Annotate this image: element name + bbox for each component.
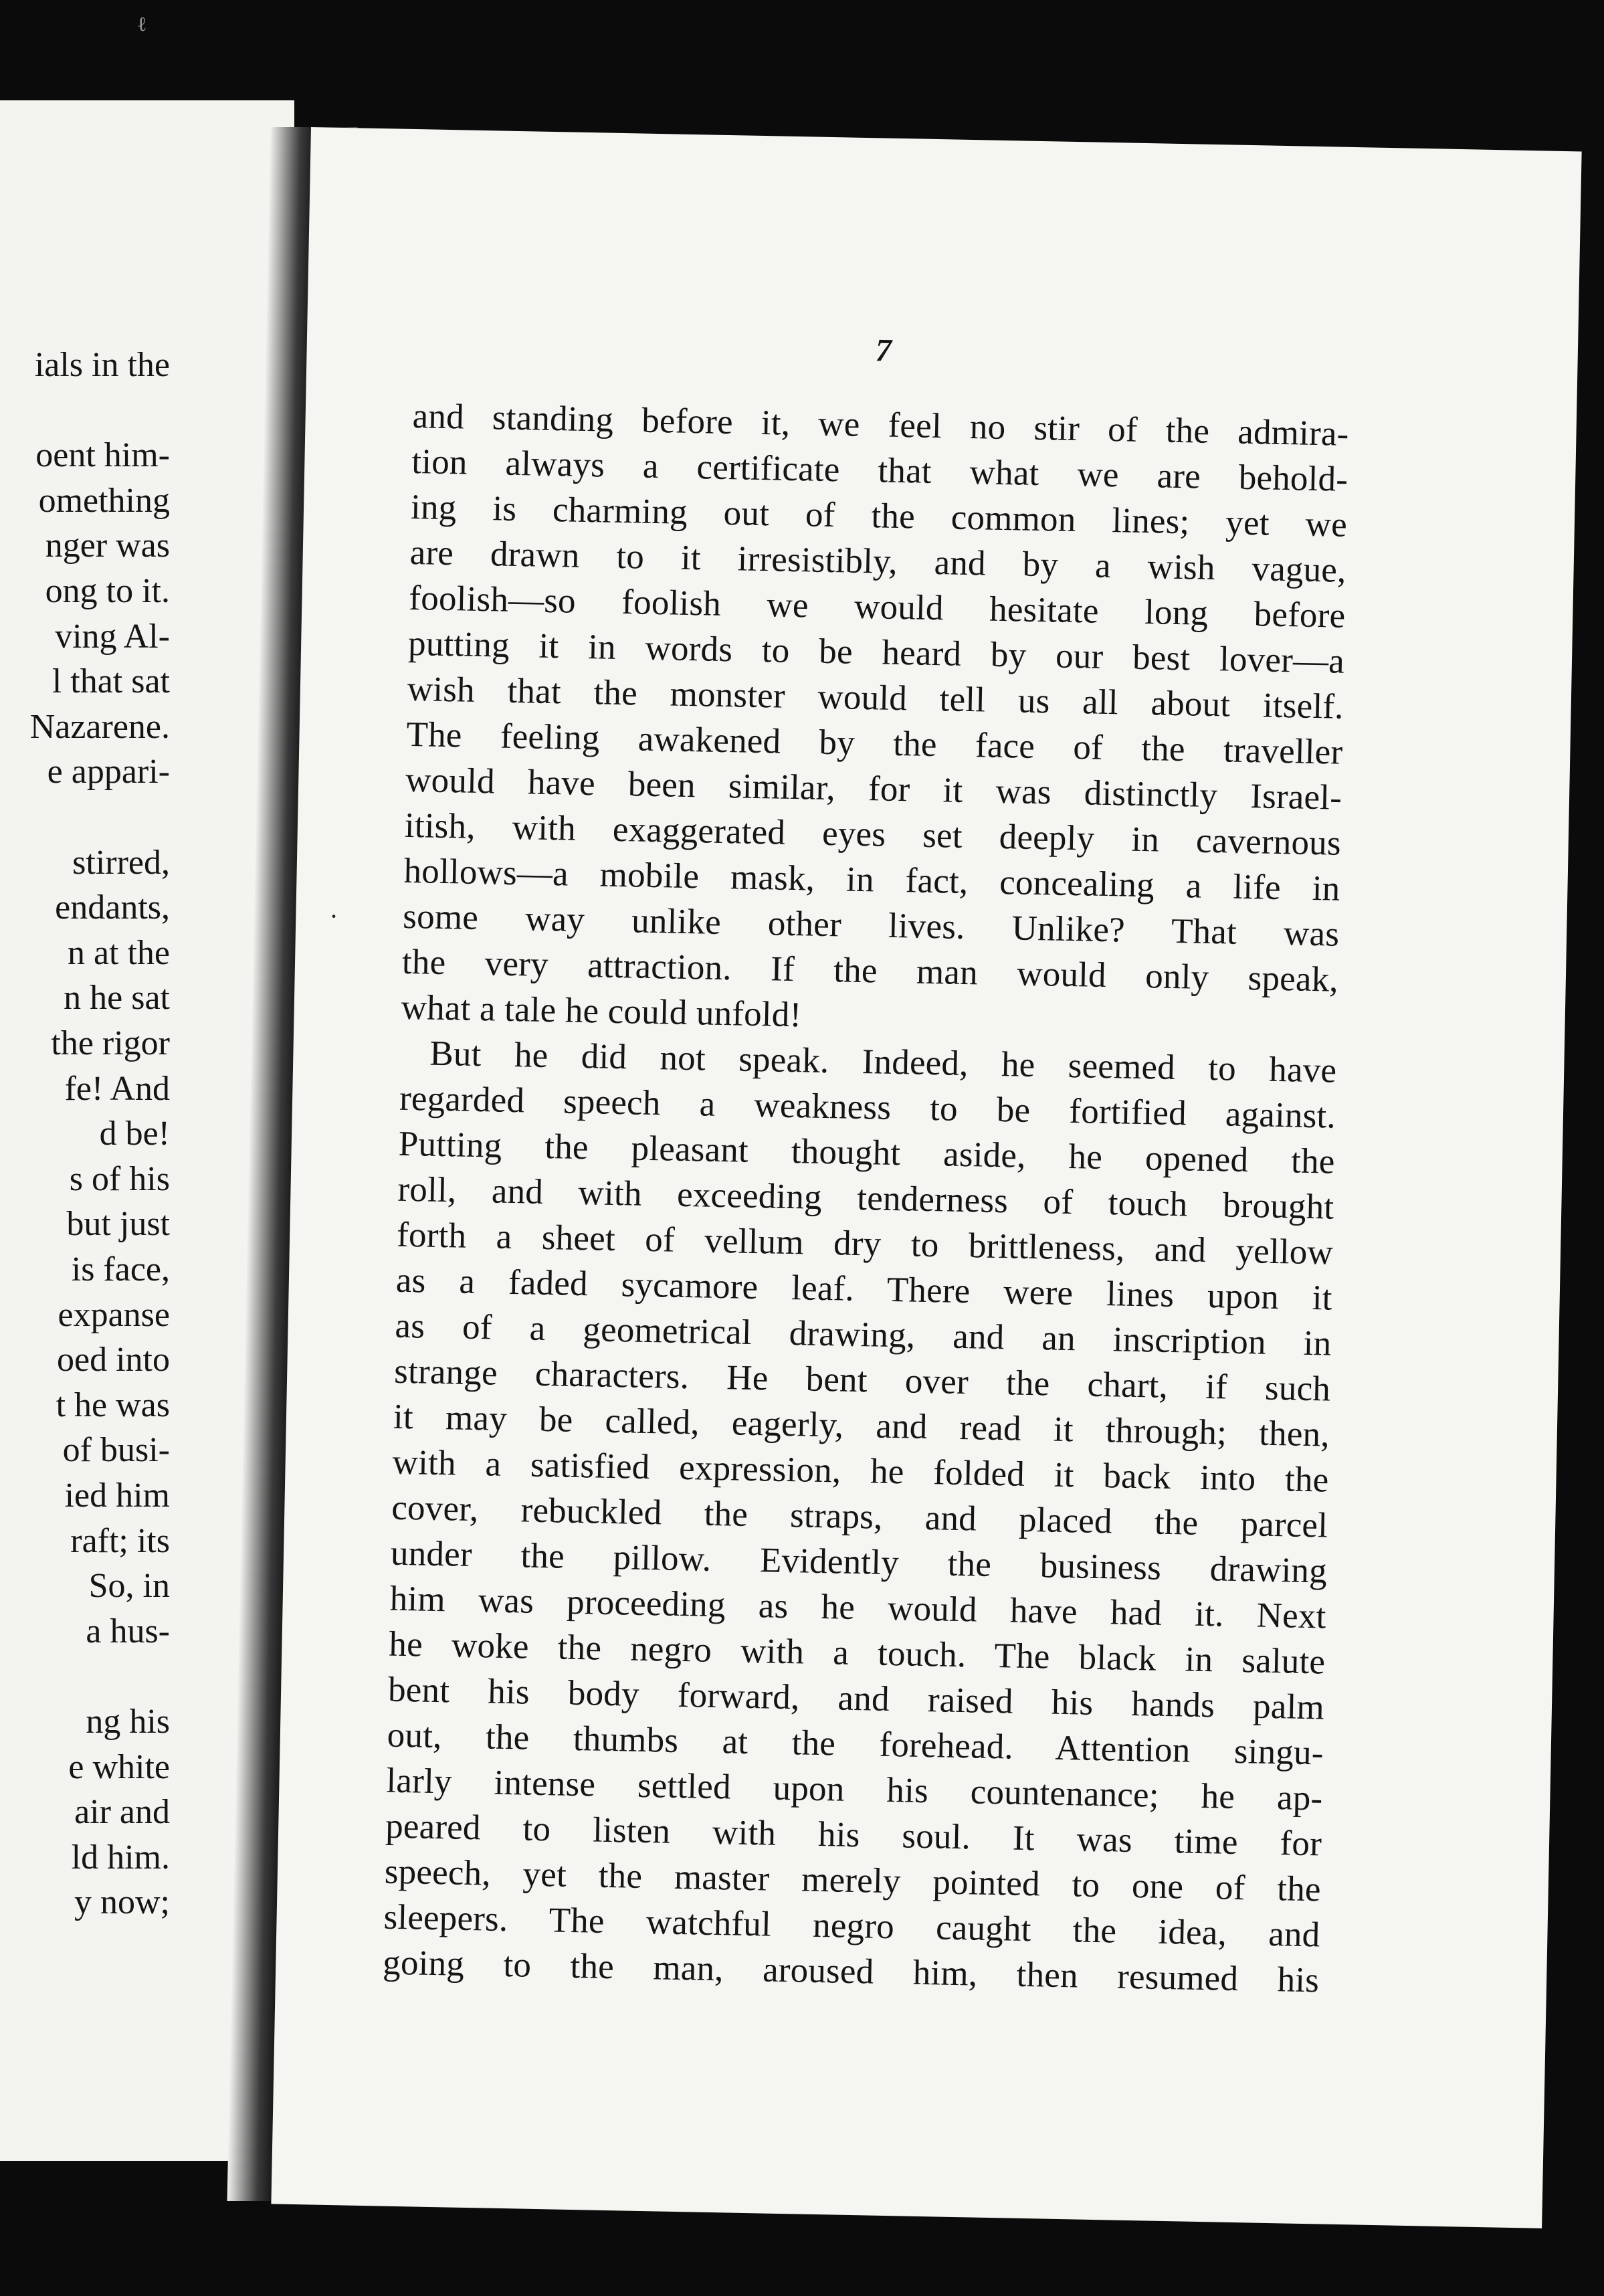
text-line: Putting the pleasant thought aside, he opened the [398, 1124, 1336, 1181]
text-line: itish, with exaggerated eyes set deeply in cavernous [404, 805, 1342, 863]
text-line: cover, rebuckled the straps, and placed the parcel [391, 1488, 1328, 1545]
left-page-line: l that sat [52, 662, 170, 701]
left-page-line: ong to it. [45, 572, 170, 610]
left-page-line: stirred, [72, 843, 170, 882]
text-line: under the pillow. Evidently the business drawing [390, 1533, 1328, 1591]
text-line: out, the thumbs at the forehead. Attention singu- [387, 1715, 1324, 1773]
left-page-line: of busi- [62, 1431, 170, 1470]
left-page-line: air and [74, 1793, 170, 1832]
left-page-line: s of his [69, 1159, 170, 1198]
left-page-line: oed into [57, 1341, 170, 1379]
left-page-line: e white [68, 1747, 170, 1786]
left-page-line: ials in the [34, 346, 170, 384]
text-line: as a faded sycamore leaf. There were lines upon it [395, 1260, 1333, 1318]
text-line: bent his body forward, and raised his hands palm [387, 1670, 1325, 1727]
text-line: with a satisfied expression, he folded it back into the [392, 1442, 1330, 1500]
text-line: going to the man, aroused him, then resumed his [382, 1943, 1320, 2000]
text-line: speech, yet the master merely pointed to one of the [384, 1852, 1322, 1909]
text-line: forth a sheet of vellum dry to brittleness, and yellow [396, 1215, 1334, 1272]
text-line: sleepers. The watchful negro caught the idea, and [383, 1897, 1320, 1955]
left-page-line: So, in [88, 1567, 170, 1606]
text-line: he woke the negro with a touch. The black in salute [388, 1624, 1326, 1682]
margin-mark: · [328, 900, 339, 931]
text-line: roll, and with exceeding tenderness of touch brought [397, 1169, 1334, 1227]
text-line: are drawn to it irresistibly, and by a wish vague, [409, 533, 1347, 590]
text-line: peared to listen with his soul. It was time for [385, 1806, 1322, 1864]
left-page-line: is face, [71, 1250, 170, 1288]
text-line: wish that the monster would tell us all about itself. [407, 669, 1344, 727]
scan-mark: ℓ [137, 13, 147, 35]
left-page-line: ng his [86, 1703, 170, 1741]
left-page-line: raft; its [70, 1521, 170, 1560]
text-line: regarded speech a weakness to be fortified against. [399, 1078, 1336, 1136]
right-page [271, 127, 1581, 2228]
text-line: and standing before it, we feel no stir of the admira- [412, 396, 1350, 454]
text-line: putting it in words to be heard by our best lover—a [407, 624, 1345, 681]
left-page-line: oent him- [35, 436, 170, 475]
left-page-line: omething [38, 481, 170, 520]
left-page-line: but just [66, 1205, 170, 1244]
left-page-line: y now; [74, 1883, 170, 1922]
text-line: But he did not speak. Indeed, he seemed to have [429, 1034, 1337, 1090]
left-page-line: ld him. [71, 1838, 170, 1877]
text-line: it may be called, eagerly, and read it through; then, [393, 1397, 1330, 1454]
left-page-line: n at the [67, 933, 170, 972]
text-line: strange characters. He bent over the chart, if such [393, 1351, 1331, 1409]
left-page-line: the rigor [51, 1024, 170, 1062]
text-line: the very attraction. If the man would only speak, [401, 942, 1339, 999]
left-page-line: Nazarene. [29, 707, 170, 746]
left-page-line: d be! [99, 1115, 170, 1153]
text-line: as of a geometrical drawing, and an inscription in [395, 1306, 1332, 1363]
text-line: would have been similar, for it was distinctly Israel- [405, 760, 1342, 818]
text-line: foolish—so foolish we would hesitate long before [408, 578, 1346, 636]
left-page-line: e appari- [47, 753, 170, 791]
left-page-line: nger was [45, 527, 170, 565]
page-body-text [383, 393, 1349, 2003]
left-page-line: fe! And [64, 1069, 170, 1108]
text-line: tion always a certificate that what we are behold- [411, 442, 1348, 499]
left-page-line: expanse [58, 1295, 170, 1334]
text-line: hollows—a mobile mask, in fact, concealing a life in [403, 851, 1340, 908]
left-page-line: a hus- [86, 1612, 170, 1650]
text-line: ing is charming out of the common lines; yet we [410, 487, 1348, 545]
left-page-line: endants, [55, 888, 170, 927]
text-line: The feeling awakened by the face of the traveller [406, 714, 1343, 772]
text-line: him was proceeding as he would have had it. Next [389, 1579, 1327, 1636]
left-page-line: t he was [56, 1385, 170, 1424]
left-page-line: ied him [64, 1476, 170, 1515]
text-line: larly intense settled upon his countenance; he ap- [386, 1761, 1323, 1818]
left-page-line: ving Al- [55, 617, 170, 656]
page-number: 7 [875, 332, 892, 369]
left-page-line: n he sat [64, 979, 170, 1018]
text-line: what a tale he could unfold! [401, 987, 802, 1035]
text-line: some way unlike other lives. Unlike? That was [402, 896, 1340, 954]
